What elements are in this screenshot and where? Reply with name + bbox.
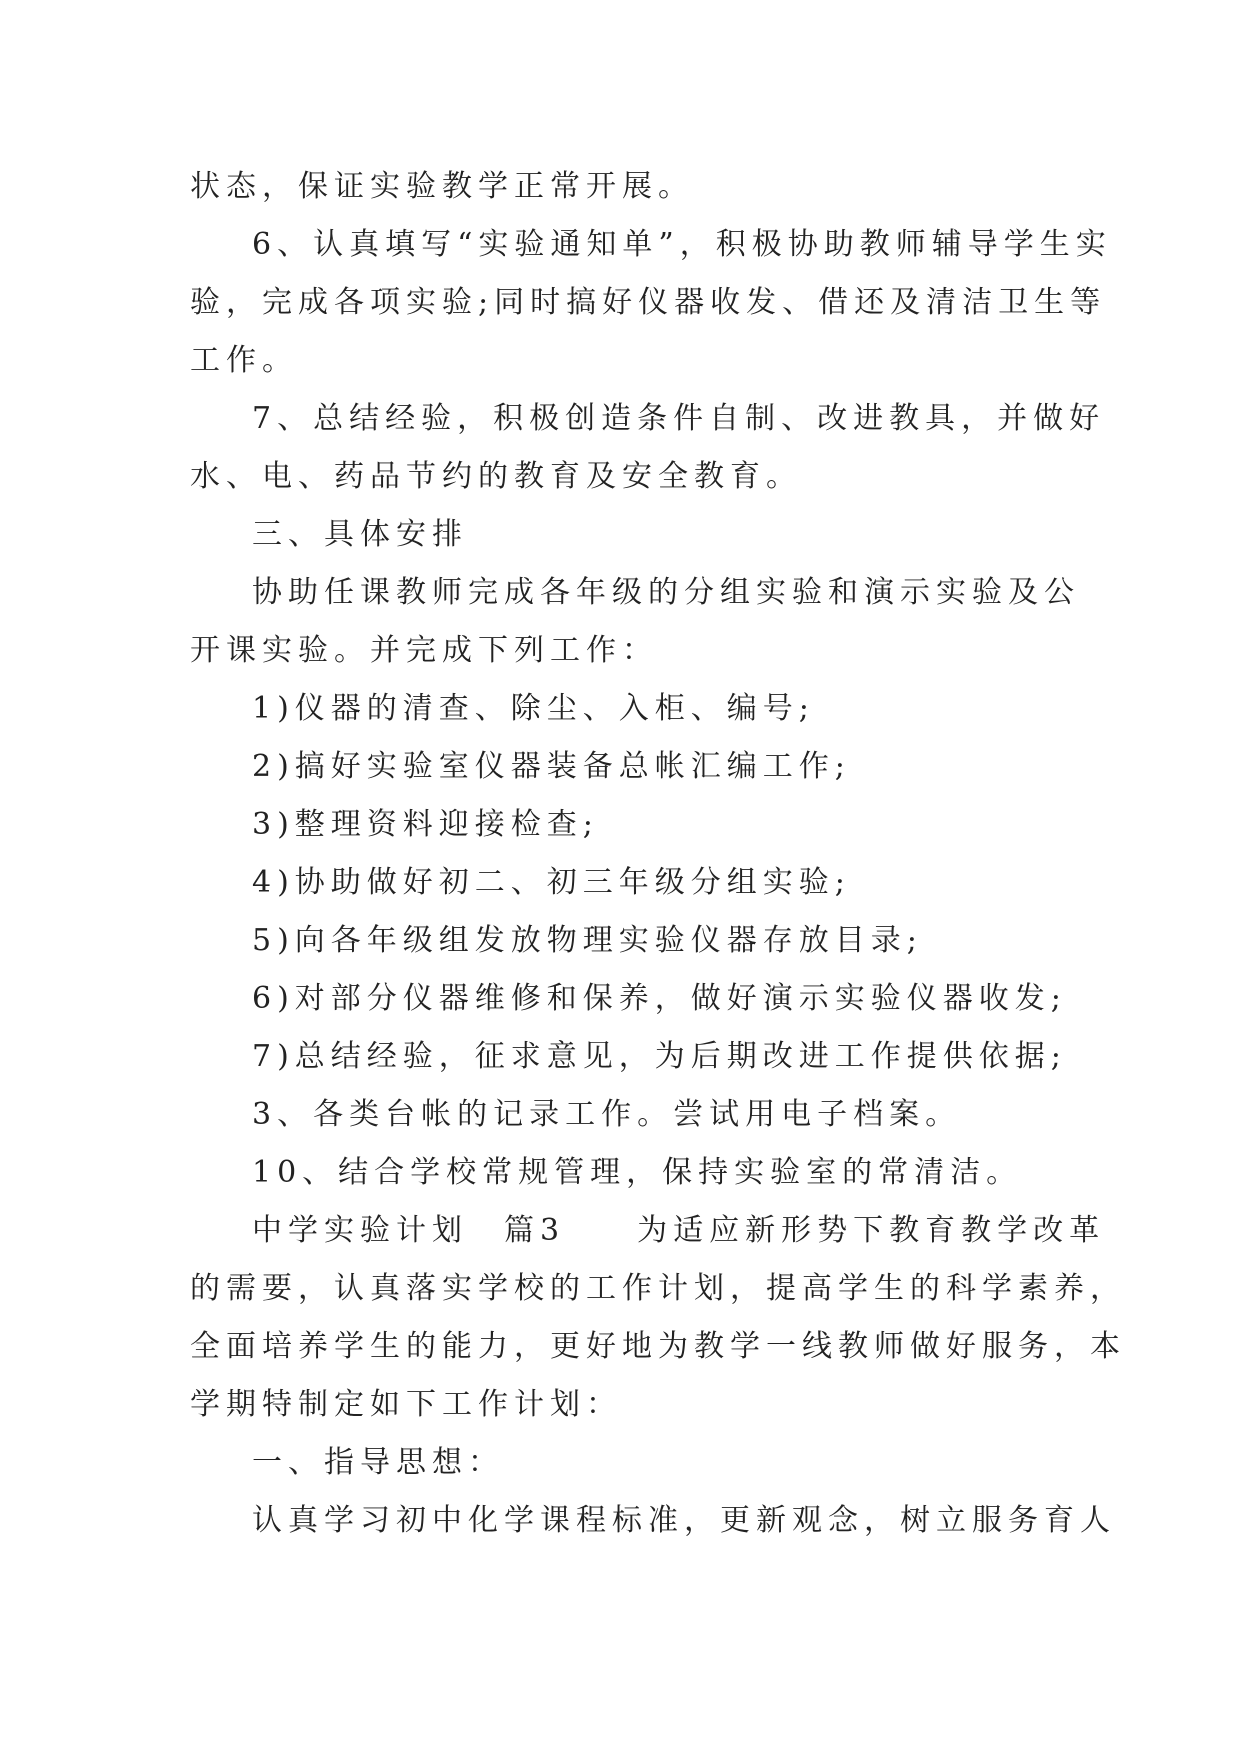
text-line-1: 状态，保证实验教学正常开展。	[190, 169, 694, 204]
text-line-6: 水、电、药品节约的教育及安全教育。	[190, 459, 802, 494]
list-item-2: 2)搞好实验室仪器装备总帐汇编工作;	[252, 749, 851, 784]
section-heading-guiding-ideas: 一、指导思想：	[252, 1445, 504, 1480]
text-line-9: 开课实验。并完成下列工作：	[190, 633, 658, 668]
list-item-3: 3)整理资料迎接检查;	[252, 807, 599, 842]
text-line-8: 协助任课教师完成各年级的分组实验和演示实验及公	[252, 575, 1080, 610]
text-line-18: 10、结合学校常规管理，保持实验室的常清洁。	[252, 1155, 1023, 1190]
text-line-17: 3、各类台帐的记录工作。尝试用电子档案。	[252, 1097, 962, 1132]
text-line-2: 6、认真填写“实验通知单”，积极协助教师辅导学生实	[252, 227, 1112, 262]
list-item-6: 6)对部分仪器维修和保养，做好演示实验仪器收发;	[252, 981, 1067, 1016]
list-item-7: 7)总结经验，征求意见，为后期改进工作提供依据;	[252, 1039, 1067, 1074]
article-title-line: 中学实验计划 篇3 为适应新形势下教育教学改革	[252, 1213, 1106, 1248]
list-item-1: 1)仪器的清查、除尘、入柜、编号;	[252, 691, 815, 726]
list-item-4: 4)协助做好初二、初三年级分组实验;	[252, 865, 851, 900]
text-line-24: 认真学习初中化学课程标准，更新观念，树立服务育人	[252, 1503, 1116, 1538]
text-line-22: 学期特制定如下工作计划：	[190, 1387, 622, 1422]
text-line-21: 全面培养学生的能力，更好地为教学一线教师做好服务，本	[190, 1329, 1126, 1364]
text-line-3: 验，完成各项实验;同时搞好仪器收发、借还及清洁卫生等	[190, 285, 1107, 320]
text-line-5: 7、总结经验，积极创造条件自制、改进教具，并做好	[252, 401, 1106, 436]
document-body	[190, 158, 1126, 1550]
section-heading-arrangement: 三、具体安排	[252, 517, 468, 552]
list-item-5: 5)向各年级组发放物理实验仪器存放目录;	[252, 923, 923, 958]
text-line-20: 的需要，认真落实学校的工作计划，提高学生的科学素养，	[190, 1271, 1126, 1306]
text-line-4: 工作。	[190, 343, 298, 378]
